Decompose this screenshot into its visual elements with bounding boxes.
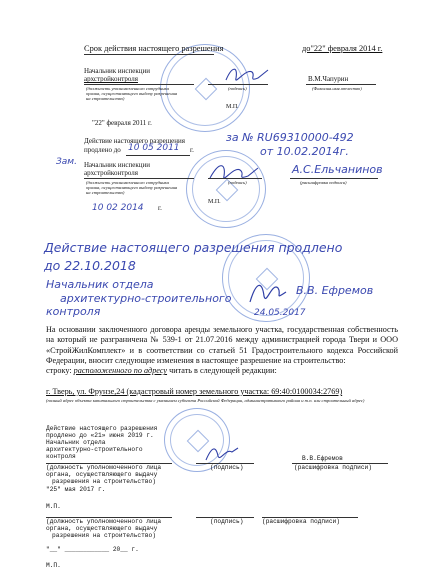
ext1-g2: г. — [158, 204, 162, 212]
ext2-line5: контроля — [46, 453, 76, 460]
ext1-head-line1: Начальник инспекции — [84, 161, 150, 169]
head-title-line1: Начальник инспекции — [84, 67, 150, 75]
validity-underline — [84, 54, 214, 55]
ext2-name: В.В.Ефремов — [302, 455, 343, 462]
head-title-line2: архстройконтроля — [84, 75, 138, 83]
signature-efremov — [202, 442, 242, 464]
amendment-line-suffix: читать в следующей редакции: — [167, 366, 277, 376]
ext1-g: г. — [190, 146, 194, 154]
signature-efremov-hand — [246, 278, 290, 308]
amendment-line — [46, 366, 398, 376]
ext1-label-line2: продлено до — [84, 146, 121, 154]
ext1-mp: М.П. — [208, 199, 221, 205]
ext1-note-line1: за № RU69310000-492 — [226, 131, 354, 144]
position-caption: (должность уполномоченного сотрудника органа, осуществляющего выдачу разрешения на строительство) — [86, 86, 178, 102]
handwritten-date: 24.05.2017 — [254, 308, 306, 318]
ext1-head-line2: архстройконтроля — [84, 169, 138, 177]
ext2-caption-signature: (подпись) — [210, 464, 244, 471]
amendment-line-address: расположенного по адресу — [73, 366, 168, 376]
amendment-text: На основании заключенного договора аренды земельного участка, государственная собственность на который не разграничена № 539-1 от 21.07.2016 между администрацией города Твери и ООО «СтройЖилКомплект» и в соответствии со статьей 51 Градостроительного кодекса Российской Федерации, вносит следующие изменения в настоящее разрешение на строительство: — [46, 325, 398, 365]
ext1-position-caption: (должность уполномоченного сотрудника органа, осуществляющего выдачу разрешения на строительство) — [86, 180, 178, 196]
ext2-caption-position-3: разрешения на строительство) — [52, 478, 156, 485]
ext1-deputy-prefix: Зам. — [56, 157, 77, 167]
name-underline — [306, 84, 376, 85]
blank-caption-position-1: (должность уполномоченного лица — [46, 518, 162, 525]
ext2-caption-name: (расшифровка подписи) — [294, 464, 372, 471]
ext2-line3: Начальник отдела — [46, 439, 106, 446]
handwritten-line3: Начальник отдела — [46, 278, 154, 291]
blank-caption-name: (расшифровка подписи) — [262, 518, 340, 525]
ext2-caption-position-2: органа, осуществляющего выдачу — [46, 471, 158, 478]
ext1-signature-line — [208, 178, 262, 179]
signature-caption: (подпись) — [228, 86, 247, 91]
ext2-date: "25" мая 2017 г. — [46, 486, 106, 493]
amendment-line-prefix: строку: — [46, 366, 74, 376]
validity-label: Срок действия настоящего разрешения — [84, 44, 224, 53]
mp-label: М.П. — [226, 104, 239, 110]
blank-mp2: М.П. — [46, 562, 61, 569]
ext1-name-caption: (расшифровка подписи) — [300, 180, 347, 185]
signature-chapurin — [222, 62, 272, 88]
ext2-mp: М.П. — [46, 503, 61, 510]
issue-date: "22" февраля 2011 г. — [92, 119, 152, 127]
ext2-line1: Действие настоящего разрешения — [46, 425, 158, 432]
ext1-hand-date: 10 05 2011 — [128, 143, 180, 153]
official-name: В.М.Чапурин — [308, 75, 349, 83]
ext1-name-hand: А.С.Ельчанинов — [292, 163, 383, 176]
ext2-line2: продлено до «21» июня 2019 г. — [46, 432, 154, 439]
ext1-label-line1: Действие настоящего разрешения — [84, 137, 185, 145]
ext1-date-hand: 10 02 2014 — [92, 203, 144, 213]
ext2-line4: архитектурно-строительного — [46, 446, 143, 453]
validity-value: до"22" февраля 2014 г. — [302, 44, 383, 53]
blank-caption-signature: (подпись) — [210, 518, 244, 525]
name-caption: (Фамилия.имя.отчество) — [312, 86, 362, 91]
ext1-head-underline — [84, 178, 194, 179]
blank-caption-position-3: разрешения на строительство) — [52, 532, 156, 539]
new-address-caption: (полный адрес объекта капитального строительства с указанием субъекта Российской Федерации, административного района и т.п. или строительный адрес) — [46, 398, 365, 403]
amendment-paragraph — [46, 325, 398, 376]
ext1-date-underline — [126, 155, 190, 156]
blank-caption-position-2: органа, осуществляющего выдачу — [46, 525, 158, 532]
handwritten-line5: контроля — [46, 305, 101, 318]
handwritten-line2: до 22.10.2018 — [44, 258, 136, 273]
handwritten-name: В.В. Ефремов — [296, 284, 374, 297]
head-underline — [84, 84, 194, 85]
ext1-signature-caption: (подпись) — [228, 180, 247, 185]
handwritten-line1: Действие настоящего разрешения продлено — [44, 240, 343, 255]
handwritten-line4: архитектурно-строительного — [60, 292, 232, 305]
blank-date: "__" ____________ 20__ г. — [46, 546, 139, 553]
new-address: г. Тверь, ул. Фрунзе,24 (кадастровый номер земельного участка: 69:40:0100034:2769) — [46, 387, 343, 396]
ext1-note-line2: от 10.02.2014г. — [260, 145, 349, 158]
ext2-caption-position-1: (должность уполномоченного лица — [46, 464, 162, 471]
ext1-name-underline — [290, 178, 378, 179]
